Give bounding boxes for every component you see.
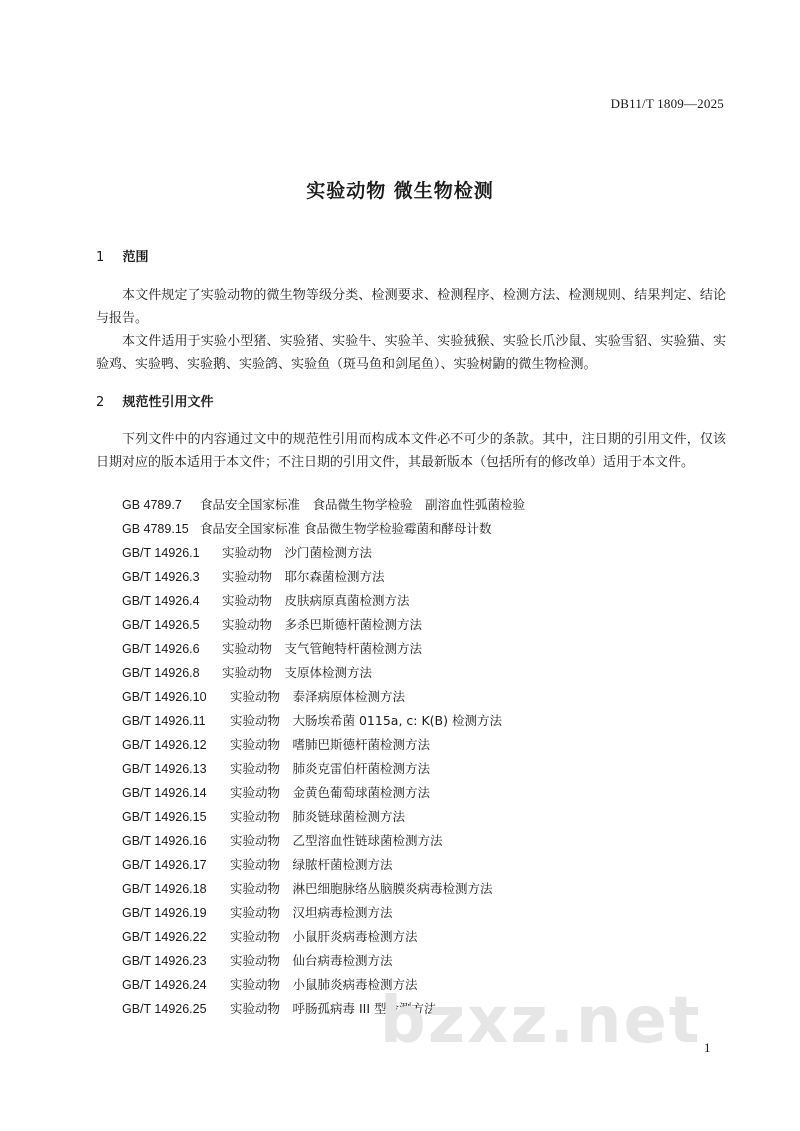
document-title: 实验动物 微生物检测 [306,180,494,202]
section-2-heading [96,391,214,410]
reference-item [122,565,525,589]
reference-item [122,829,525,853]
reference-item [122,661,525,685]
reference-title: 实验动物 小鼠肝炎病毒检测方法 [230,929,418,944]
reference-code: GB/T 14926.6 [122,642,200,656]
scope-paragraph-1: 本文件规定了实验动物的微生物等级分类、检测要求、检测程序、检测方法、检测规则、结果判定、结论与报告。 [96,288,726,326]
reference-code: GB/T 14926.16 [122,834,207,848]
reference-item [122,949,525,973]
reference-code: GB/T 14926.3 [122,570,200,584]
reference-item [122,685,525,709]
reference-item [122,493,525,517]
reference-title: 实验动物 绿脓杆菌检测方法 [230,857,393,872]
reference-code: GB/T 14926.4 [122,594,200,608]
reference-code: GB/T 14926.13 [122,762,207,776]
reference-code: GB/T 14926.22 [122,930,207,944]
reference-title: 实验动物 肺炎克雷伯杆菌检测方法 [230,761,431,776]
reference-title: 实验动物 嗜肺巴斯德杆菌检测方法 [230,737,431,752]
reference-title: 食品安全国家标准 食品微生物学检验霉菌和酵母计数 [200,521,492,536]
reference-title: 实验动物 沙门菌检测方法 [222,545,373,560]
reference-title: 实验动物 耶尔森菌检测方法 [222,569,385,584]
reference-item [122,589,525,613]
reference-item [122,925,525,949]
reference-title: 实验动物 小鼠肺炎病毒检测方法 [230,977,418,992]
reference-code: GB 4789.7 [122,498,182,512]
reference-item [122,613,525,637]
reference-code: GB/T 14926.15 [122,810,207,824]
reference-title: 实验动物 汉坦病毒检测方法 [230,905,393,920]
reference-title: 实验动物 呼肠孤病毒 III 型检测方法 [230,1001,437,1016]
reference-title: 实验动物 肺炎链球菌检测方法 [230,809,406,824]
section-title: 范围 [122,250,149,265]
reference-code: GB/T 14926.17 [122,858,207,872]
reference-item [122,517,525,541]
reference-code: GB/T 14926.14 [122,786,207,800]
reference-title: 实验动物 仙台病毒检测方法 [230,953,393,968]
reference-item [122,541,525,565]
reference-code: GB 4789.15 [122,522,189,536]
section-1-heading [96,246,149,265]
normative-references-paragraph: 下列文件中的内容通过文中的规范性引用而构成本文件必不可少的条款。其中，注日期的引用文件，仅该日期对应的版本适用于本文件；不注日期的引用文件，其最新版本（包括所有的修改单）适用于本文件。 [96,432,726,470]
reference-code: GB/T 14926.23 [122,954,207,968]
reference-item [122,853,525,877]
reference-title: 实验动物 泰泽病原体检测方法 [230,689,406,704]
reference-item [122,877,525,901]
reference-code: GB/T 14926.8 [122,666,200,680]
reference-title: 实验动物 大肠埃希菌 0115a, c: K(B) 检测方法 [230,713,502,728]
reference-title: 实验动物 多杀巴斯德杆菌检测方法 [222,617,423,632]
reference-code: GB/T 14926.18 [122,882,207,896]
reference-item [122,637,525,661]
reference-title: 实验动物 支气管鲍特杆菌检测方法 [222,641,423,656]
reference-item [122,781,525,805]
section-number: 1 [96,250,105,265]
reference-item [122,757,525,781]
reference-item [122,901,525,925]
reference-code: GB/T 14926.5 [122,618,200,632]
reference-code: GB/T 14926.19 [122,906,207,920]
watermark-logo: bzxz.net [380,984,702,1058]
reference-code: GB/T 14926.24 [122,978,207,992]
reference-title: 实验动物 乙型溶血性链球菌检测方法 [230,833,443,848]
reference-item [122,709,525,733]
reference-title: 实验动物 皮肤病原真菌检测方法 [222,593,410,608]
reference-title: 食品安全国家标准 食品微生物学检验 副溶血性弧菌检验 [200,497,526,512]
reference-title: 实验动物 金黄色葡萄球菌检测方法 [230,785,431,800]
reference-code: GB/T 14926.25 [122,1002,207,1016]
reference-title: 实验动物 淋巴细胞脉络丛脑膜炎病毒检测方法 [230,881,493,896]
reference-code: GB/T 14926.11 [122,714,206,728]
scope-paragraph-2: 本文件适用于实验小型猪、实验猪、实验牛、实验羊、实验狨猴、实验长爪沙鼠、实验雪貂、实验猫、实验鸡、实验鸭、实验鹅、实验鸽、实验鱼（斑马鱼和剑尾鱼）、实验树鼩的微生物检测。 [96,334,726,372]
reference-code: GB/T 14926.12 [122,738,207,752]
section-number: 2 [96,395,105,410]
section-title: 规范性引用文件 [122,395,214,410]
reference-item [122,733,525,757]
reference-code: GB/T 14926.10 [122,690,207,704]
reference-item [122,805,525,829]
page-number: 1 [704,1040,711,1055]
document-code: DB11/T 1809—2025 [610,96,724,111]
reference-title: 实验动物 支原体检测方法 [222,665,373,680]
reference-list [122,493,525,1021]
reference-code: GB/T 14926.1 [122,546,200,560]
